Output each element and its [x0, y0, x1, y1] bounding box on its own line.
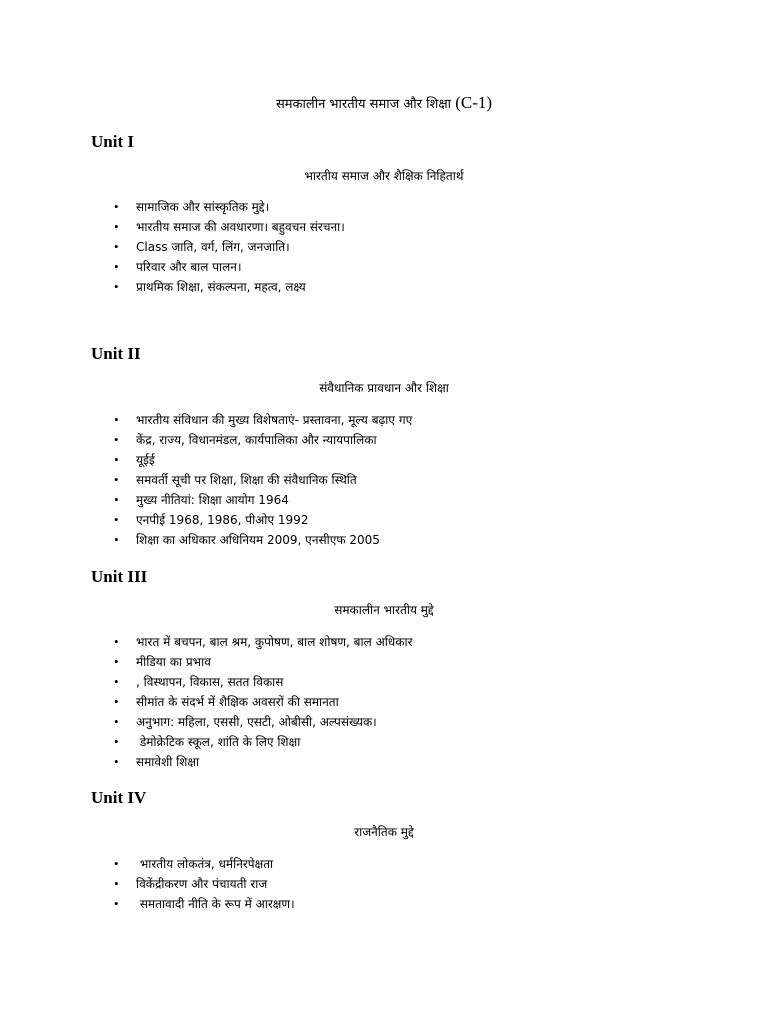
- bullet-icon: •: [114, 694, 119, 709]
- list-item: [114, 410, 412, 430]
- list-item-text: मीडिया का प्रभाव: [136, 655, 211, 669]
- bullet-icon: •: [114, 674, 119, 689]
- bullet-icon: •: [114, 754, 119, 769]
- bullet-icon: •: [114, 856, 119, 871]
- bullet-icon: •: [114, 199, 119, 214]
- list-item-text: अनुभाग: महिला, एससी, एसटी, ओबीसी, अल्पसंख्यक।: [136, 715, 377, 729]
- list-item-text: भारत में बचपन, बाल श्रम, कुपोषण, बाल शोषण, बाल अधिकार: [136, 635, 413, 649]
- bullet-icon: •: [114, 472, 119, 487]
- unit-3-topic-list: [114, 632, 413, 772]
- bullet-icon: •: [114, 432, 119, 447]
- list-item-text: भारतीय लोकतंत्र, धर्मनिरपेक्षता: [136, 857, 274, 871]
- bullet-icon: •: [114, 512, 119, 527]
- list-item-text: यूईई: [136, 453, 155, 467]
- list-item: [114, 732, 413, 752]
- bullet-icon: •: [114, 896, 119, 911]
- list-item-text: , विस्थापन, विकास, सतत विकास: [136, 675, 284, 689]
- list-item: [114, 752, 413, 772]
- list-item-text: समवर्ती सूची पर शिक्षा, शिक्षा की संवैधानिक स्थिति: [136, 473, 357, 487]
- bullet-icon: •: [114, 452, 119, 467]
- list-item-text: एनपीई 1968, 1986, पीओए 1992: [136, 513, 309, 527]
- list-item-text: भारतीय संविधान की मुख्य विशेषताएं- प्रस्तावना, मूल्य बढ़ाए गए: [136, 413, 413, 427]
- list-item: [114, 530, 412, 550]
- unit-4-topic-list: [114, 854, 295, 914]
- bullet-icon: •: [114, 532, 119, 547]
- list-item: [114, 237, 345, 257]
- document-title-hindi: समकालीन भारतीय समाज और शिक्षा: [275, 97, 452, 112]
- list-item-text: परिवार और बाल पालन।: [136, 260, 242, 274]
- bullet-icon: •: [114, 279, 119, 294]
- unit-2-section-title: संवैधानिक प्रावधान और शिक्षा: [319, 381, 449, 395]
- list-item: [114, 450, 412, 470]
- list-item-text: मुख्य नीतियां: शिक्षा आयोग 1964: [136, 493, 289, 507]
- bullet-icon: •: [114, 239, 119, 254]
- unit-4-heading: Unit IV: [91, 788, 147, 807]
- list-item-text: डेमोक्रेटिक स्कूल, शांति के लिए शिक्षा: [136, 735, 301, 749]
- unit-1-topic-list: [114, 197, 345, 297]
- list-item: [114, 874, 295, 894]
- unit-2-topic-list: [114, 410, 412, 550]
- list-item: [114, 470, 412, 490]
- list-item-text: समतावादी नीति के रूप में आरक्षण।: [136, 897, 295, 911]
- list-item-text: सीमांत के संदर्भ में शैक्षिक अवसरों की समानता: [136, 695, 339, 709]
- bullet-icon: •: [114, 219, 119, 234]
- list-item-text: केंद्र, राज्य, विधानमंडल, कार्यपालिका और न्यायपालिका: [136, 433, 377, 447]
- list-item-text: Class जाति, वर्ग, लिंग, जनजाति।: [136, 240, 290, 254]
- list-item: [114, 894, 295, 914]
- list-item: [114, 257, 345, 277]
- list-item: [114, 672, 413, 692]
- bullet-icon: •: [114, 492, 119, 507]
- list-item: [114, 854, 295, 874]
- list-item: [114, 277, 345, 297]
- list-item-text: समावेशी शिक्षा: [136, 755, 200, 769]
- unit-1-heading: Unit I: [91, 132, 134, 151]
- bullet-icon: •: [114, 654, 119, 669]
- unit-4-section-title: राजनैतिक मुद्दे: [354, 825, 414, 839]
- unit-3-heading: Unit III: [91, 567, 148, 586]
- unit-3-section-title: समकालीन भारतीय मुद्दे: [334, 603, 434, 617]
- bullet-icon: •: [114, 634, 119, 649]
- list-item: [114, 692, 413, 712]
- list-item-text: प्राथमिक शिक्षा, संकल्पना, महत्व, लक्ष्य: [136, 280, 306, 294]
- unit-2-heading: Unit II: [91, 344, 141, 363]
- unit-1-section-title: भारतीय समाज और शैक्षिक निहितार्थ: [304, 169, 464, 183]
- list-item: [114, 197, 345, 217]
- list-item: [114, 490, 412, 510]
- bullet-icon: •: [114, 876, 119, 891]
- bullet-icon: •: [114, 412, 119, 427]
- list-item-text: भारतीय समाज की अवधारणा। बहुवचन संरचना।: [136, 220, 345, 234]
- bullet-icon: •: [114, 714, 119, 729]
- list-item: [114, 632, 413, 652]
- list-item: [114, 430, 412, 450]
- list-item: [114, 652, 413, 672]
- list-item-text: शिक्षा का अधिकार अधिनियम 2009, एनसीएफ 2005: [136, 533, 380, 547]
- document-title-code: (C-1): [455, 93, 493, 112]
- list-item: [114, 712, 413, 732]
- document-title: [0, 93, 768, 113]
- list-item: [114, 217, 345, 237]
- bullet-icon: •: [114, 734, 119, 749]
- bullet-icon: •: [114, 259, 119, 274]
- list-item: [114, 510, 412, 530]
- list-item-text: विकेंद्रीकरण और पंचायती राज: [136, 877, 268, 891]
- list-item-text: सामाजिक और सांस्कृतिक मुद्दे।: [136, 200, 270, 214]
